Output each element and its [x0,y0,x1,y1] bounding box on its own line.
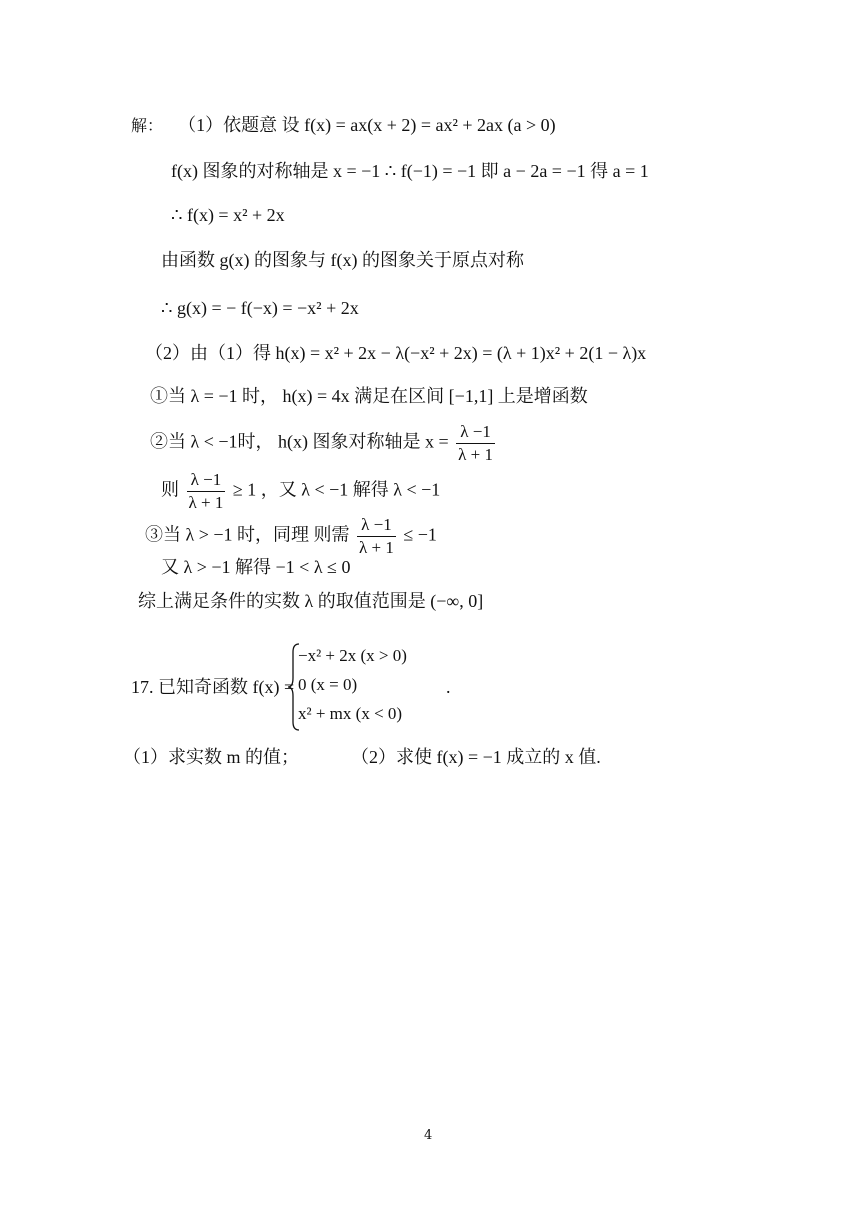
solution-line-10-post: ≤ −1 [403,524,437,545]
solution-line-9-post: ≥ 1 ，又 λ < −1 解得 λ < −1 [232,479,441,500]
solution-label: 解： [131,116,164,135]
solution-line-8-text: ②当 λ < −1时， h(x) 图象对称轴是 x = [150,431,449,452]
problem-17-end: . [446,677,451,697]
problem-17-question-1: （1）求实数 m 的值； [123,747,300,767]
fraction-axis [456,422,495,465]
problem-17-question-2: （2）求使 f(x) = −1 成立的 x 值. [351,747,601,767]
fraction-numerator: λ −1 [357,515,396,537]
problem-17-lead: 17. 已知奇函数 f(x) = [131,677,295,697]
piecewise-case-negative: x² + mx (x < 0) [298,704,403,723]
solution-line-10 [145,515,437,558]
piecewise-case-zero: 0 (x = 0) [298,675,358,694]
piecewise-case-positive: −x² + 2x (x > 0) [298,646,407,665]
solution-line-8 [150,422,498,465]
fraction-denominator: λ + 1 [359,538,394,557]
fraction-numerator: λ −1 [456,422,495,444]
fraction-numerator: λ −1 [187,470,226,492]
solution-line-9-pre: 则 [161,479,179,500]
solution-line-9 [161,470,440,513]
solution-line-3: ∴ f(x) = x² + 2x [171,205,285,225]
solution-line-1 [131,114,556,137]
solution-line-6: （2）由（1）得 h(x) = x² + 2x − λ(−x² + 2x) = (λ + 1)x² + 2(1 − λ)x [145,343,647,363]
solution-line-11: 又 λ > −1 解得 −1 < λ ≤ 0 [161,557,351,577]
fraction-condition-2 [357,515,396,558]
solution-line-10-pre: ③当 λ > −1 时，同理 则需 [145,524,350,545]
solution-line-7: ①当 λ = −1 时， h(x) = 4x 满足在区间 [−1,1] 上是增函数 [150,386,588,406]
solution-line-4: 由函数 g(x) 的图象与 f(x) 的图象关于原点对称 [161,250,524,270]
page-number: 4 [424,1128,433,1143]
fraction-condition-1 [187,470,226,513]
fraction-denominator: λ + 1 [188,493,224,512]
solution-line-1-text: （1）依题意 设 f(x) = ax(x + 2) = ax² + 2ax (a > 0) [178,115,556,135]
fraction-denominator: λ + 1 [458,445,494,464]
solution-line-5: ∴ g(x) = − f(−x) = −x² + 2x [161,298,359,318]
solution-line-12: 综上满足条件的实数 λ 的取值范围是 (−∞, 0] [138,591,484,611]
solution-line-2: f(x) 图象的对称轴是 x = −1 ∴ f(−1) = −1 即 a − 2a = −1 得 a = 1 [171,161,649,181]
